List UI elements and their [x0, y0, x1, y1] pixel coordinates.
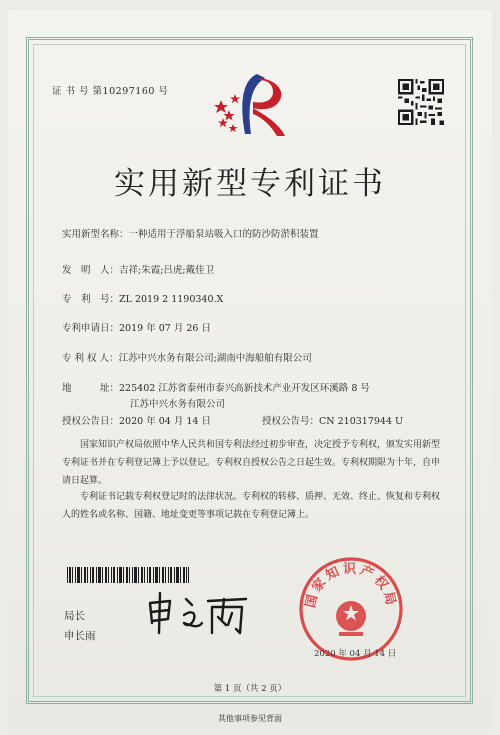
- address-value: 225402 江苏省泰州市泰兴高新技术产业开发区环溪路 8 号: [119, 383, 370, 394]
- patent-number-row: [62, 291, 223, 305]
- address-value-line-2: 江苏中兴水务有限公司: [130, 399, 226, 410]
- inventor-label: 发 明 人：: [62, 265, 120, 276]
- seal-text: 国家知识产权局: [303, 562, 399, 610]
- filing-date-value: 2019 年 07 月 26 日: [119, 323, 211, 334]
- qr-code-icon: [398, 79, 444, 125]
- address-row: [62, 380, 370, 394]
- grant-statement-paragraph: 国家知识产权局依照中华人民共和国专利法经过初步审查，决定授予专利权，颁发实用新型专利证书并在专利登记簿上予以登记。专利权自授权公告之日起生效。专利权期限为十年，自申请日起算。: [62, 440, 441, 486]
- director-name: 申长雨: [64, 630, 96, 642]
- barcode-icon: [67, 567, 189, 583]
- patentee-value: 江苏中兴水务有限公司;湖南中海船舶有限公司: [118, 353, 312, 364]
- director-title: 局长: [64, 610, 85, 622]
- certificate-title: 实用新型专利证书: [114, 166, 386, 202]
- filing-date-row: [62, 320, 211, 334]
- grant-date-value: 2020 年 04 月 14 日: [119, 416, 211, 427]
- cnipa-logo-icon: [213, 70, 295, 142]
- footer-note: 其他事项参见背面: [218, 714, 282, 723]
- grant-number-row: [262, 413, 403, 427]
- page-number: 第 1 页（共 2 页）: [213, 684, 287, 694]
- legal-status-paragraph: 专利证书记载专利权登记时的法律状况。专利权的转移、质押、无效、终止、恢复和专利权人的姓名或名称、国籍、地址变更等事项记载在专利登记簿上。: [62, 492, 441, 520]
- patent-number-value: ZL 2019 2 1190340.X: [119, 294, 224, 305]
- utility-model-name-label: 实用新型名称：: [62, 229, 129, 240]
- address-label: 地 址：: [62, 383, 120, 394]
- grant-date-row: [62, 413, 211, 427]
- seal-date: 2020 年 04 月 14 日: [314, 649, 397, 659]
- utility-model-name-value: 一种适用于浮船泵站吸入口的防沙防淤积装置: [128, 229, 319, 240]
- utility-model-name-row: [62, 226, 319, 240]
- inventor-value: 吉祥;朱霞;吕虎;戴佳卫: [119, 265, 215, 276]
- inventor-row: [62, 262, 214, 276]
- patent-number-label: 专 利 号：: [62, 294, 120, 305]
- handwritten-signature: [146, 589, 252, 641]
- filing-date-label: 专利申请日：: [62, 323, 120, 334]
- certificate-number: 证 书 号 第10297160 号: [52, 86, 169, 97]
- patentee-row: [62, 350, 312, 364]
- grant-number-label: 授权公告号：: [262, 416, 320, 427]
- grant-number-value: CN 210317944 U: [319, 416, 404, 427]
- patentee-label: 专 利 权 人：: [62, 353, 119, 364]
- grant-date-label: 授权公告日：: [62, 416, 120, 427]
